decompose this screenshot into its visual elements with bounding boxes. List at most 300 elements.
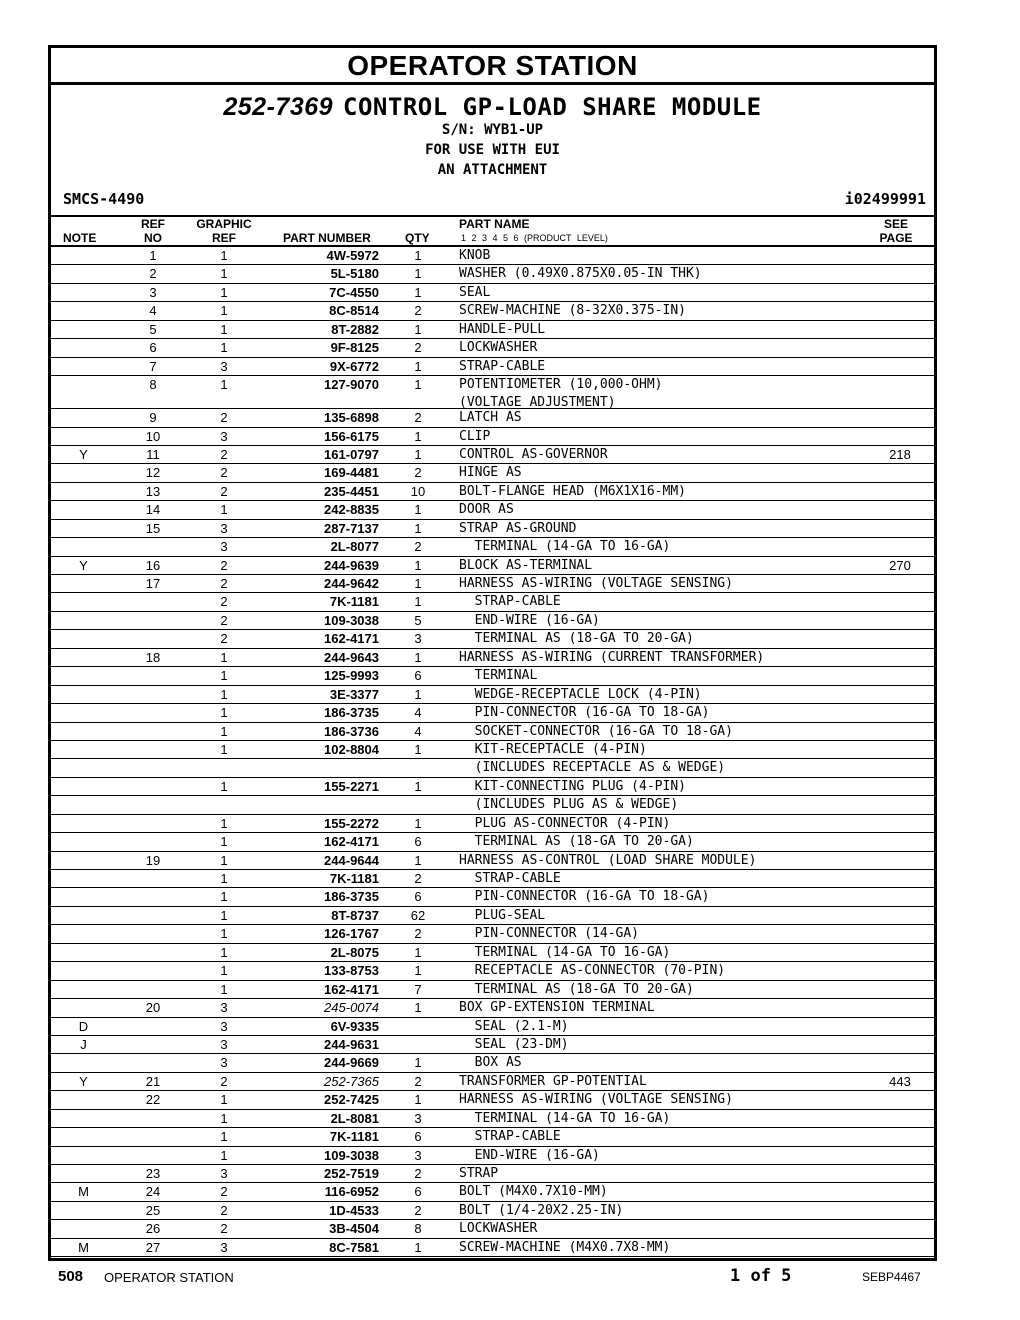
row-graphic-ref: 1: [220, 1110, 228, 1126]
table-row: [51, 1018, 934, 1036]
row-graphic-ref: 1: [220, 1147, 228, 1163]
table-row: [51, 464, 934, 482]
row-graphic-ref: 1: [220, 668, 228, 684]
row-part-name: HARNESS AS-WIRING (CURRENT TRANSFORMER): [459, 649, 765, 665]
row-part-number: 186-3736: [324, 723, 379, 739]
table-row: [51, 870, 934, 888]
row-part-number: 5L-5180: [330, 266, 379, 282]
table-row: [51, 981, 934, 999]
row-part-number: 244-9631: [324, 1036, 379, 1052]
row-part-number: 127-9070: [324, 377, 379, 393]
table-row: [51, 704, 934, 722]
row-part-name: RECEPTACLE AS-CONNECTOR (70-PIN): [459, 963, 726, 979]
row-part-number: 4W-5972: [326, 248, 379, 263]
row-graphic-ref: 1: [220, 815, 228, 831]
row-qty: 2: [414, 465, 422, 481]
row-qty: 2: [414, 340, 422, 356]
row-graphic-ref: 1: [220, 723, 228, 739]
row-part-number: 242-8835: [324, 502, 379, 518]
table-row: [51, 339, 934, 357]
row-part-name: TERMINAL AS (18-GA TO 20-GA): [459, 981, 694, 997]
row-part-number: 162-4171: [324, 981, 379, 997]
row-qty: 1: [414, 649, 422, 665]
row-part-name: PLUG AS-CONNECTOR (4-PIN): [459, 815, 671, 831]
table-row: [51, 446, 934, 464]
row-part-name: PIN-CONNECTOR (16-GA TO 18-GA): [459, 889, 710, 905]
row-ref-no: 12: [145, 465, 161, 481]
row-graphic-ref: 1: [220, 686, 228, 702]
row-part-number: 135-6898: [324, 410, 379, 426]
row-ref-no: 8: [149, 377, 157, 393]
row-graphic-ref: 1: [220, 1129, 228, 1145]
row-qty: 1: [414, 963, 422, 979]
row-part-name: TERMINAL AS (18-GA TO 20-GA): [459, 834, 694, 850]
page-footer: [0, 1266, 1020, 1290]
row-part-name: KNOB: [459, 248, 491, 263]
row-note: J: [80, 1036, 87, 1052]
table-row: [51, 520, 934, 538]
row-see-page: 218: [889, 446, 911, 462]
row-ref-no: 11: [146, 446, 160, 462]
row-graphic-ref: 3: [220, 428, 228, 444]
row-part-number: 3E-3377: [329, 686, 379, 702]
row-qty: 4: [414, 705, 422, 721]
table-row: [51, 686, 934, 704]
row-qty: 5: [414, 612, 422, 628]
row-qty: 6: [414, 889, 422, 905]
row-graphic-ref: 1: [220, 340, 228, 356]
row-qty: 7: [414, 981, 422, 997]
row-graphic-ref: 3: [220, 1055, 228, 1071]
row-part-name: HINGE AS: [459, 465, 522, 481]
row-part-name: CONTROL AS-GOVERNOR: [459, 446, 608, 462]
row-qty: 1: [414, 428, 422, 444]
table-row: [51, 538, 934, 556]
table-row: [51, 557, 934, 575]
table-row: [51, 1165, 934, 1183]
group-name: CONTROL GP-LOAD SHARE MODULE: [343, 93, 762, 121]
row-part-number: 7K-1181: [329, 1129, 379, 1145]
table-row: [51, 1239, 934, 1257]
row-graphic-ref: 2: [220, 631, 228, 647]
row-part-number: 155-2271: [324, 778, 379, 794]
row-part-name: END-WIRE (16-GA): [459, 612, 600, 628]
group-number: 252-7369: [223, 93, 334, 121]
row-ref-no: 27: [145, 1239, 161, 1255]
row-part-name: STRAP-CABLE: [459, 871, 561, 886]
table-row: [51, 409, 934, 427]
table-row: [51, 593, 934, 611]
row-graphic-ref: 1: [220, 284, 228, 300]
row-part-number: 186-3735: [324, 705, 379, 721]
row-part-number: 9X-6772: [329, 358, 379, 374]
row-part-name: HANDLE-PULL: [459, 321, 546, 337]
table-row: [51, 833, 934, 851]
row-graphic-ref: 3: [220, 1166, 228, 1181]
row-part-number: 162-4171: [324, 834, 379, 850]
row-graphic-ref: 1: [220, 741, 228, 757]
table-row: [51, 612, 934, 630]
row-graphic-ref: 2: [220, 1184, 228, 1200]
row-part-number: 8C-8514: [329, 303, 379, 319]
row-part-name: (INCLUDES PLUG AS & WEDGE): [459, 797, 679, 813]
row-note: M: [78, 1184, 89, 1200]
row-graphic-ref: 1: [220, 303, 228, 319]
row-part-number: 162-4171: [324, 631, 379, 647]
col-product-level: 1 2 3 4 5 6 (PRODUCT LEVEL): [461, 233, 608, 243]
row-graphic-ref: 3: [220, 358, 228, 374]
row-qty: 1: [414, 502, 422, 518]
row-ref-no: 16: [145, 557, 161, 573]
table-row: [51, 1073, 934, 1091]
row-qty: 6: [414, 668, 422, 684]
row-part-name: POTENTIOMETER (10,000-OHM) (VOLTAGE ADJUSTMENT): [459, 377, 663, 411]
row-qty: 4: [414, 723, 422, 739]
table-row: [51, 1054, 934, 1072]
row-part-number: 8T-2882: [331, 321, 379, 337]
row-qty: 1: [414, 557, 422, 573]
table-row: [51, 321, 934, 339]
parts-table-body: [51, 247, 934, 1257]
table-row: [51, 723, 934, 741]
serial-number: S/N: WYB1-UP: [441, 122, 544, 138]
row-qty: 6: [414, 1184, 422, 1200]
table-row: [51, 815, 934, 833]
row-part-name: PIN-CONNECTOR (16-GA TO 18-GA): [459, 705, 710, 721]
col-see-page: SEE PAGE: [879, 217, 913, 245]
row-ref-no: 4: [149, 303, 157, 319]
table-row: [51, 575, 934, 593]
row-graphic-ref: 1: [220, 963, 228, 979]
row-qty: 1: [414, 778, 422, 794]
row-qty: 1: [414, 1092, 422, 1108]
parts-list-frame: [48, 45, 937, 1261]
row-qty: 3: [414, 1110, 422, 1126]
row-part-number: 7C-4550: [329, 284, 379, 300]
row-see-page: 443: [889, 1073, 911, 1089]
row-graphic-ref: 1: [220, 834, 228, 850]
row-part-number: 252-7425: [324, 1092, 379, 1108]
row-part-number: 2L-8077: [330, 539, 379, 555]
row-part-name: STRAP-CABLE: [459, 358, 546, 374]
page-number: 508: [58, 1268, 84, 1285]
row-ref-no: 19: [145, 852, 161, 868]
row-qty: 2: [414, 1202, 422, 1218]
row-ref-no: 26: [145, 1221, 161, 1237]
row-graphic-ref: 3: [220, 1018, 228, 1034]
row-graphic-ref: 1: [220, 871, 228, 886]
row-graphic-ref: 1: [220, 926, 228, 942]
row-qty: 2: [414, 303, 422, 319]
col-part-number: PART NUMBER: [283, 231, 371, 245]
row-part-name: KIT-CONNECTING PLUG (4-PIN): [459, 778, 686, 794]
row-graphic-ref: 2: [220, 594, 228, 610]
table-row: [51, 1220, 934, 1238]
row-part-name: LOCKWASHER: [459, 1221, 538, 1237]
row-part-number: 186-3735: [324, 889, 379, 905]
row-ref-no: 20: [145, 1000, 161, 1016]
row-graphic-ref: 1: [220, 705, 228, 721]
row-ref-no: 3: [149, 284, 157, 300]
row-part-name: SEAL: [459, 284, 491, 300]
row-part-name: SOCKET-CONNECTOR (16-GA TO 18-GA): [459, 723, 733, 739]
row-graphic-ref: 3: [220, 1239, 228, 1255]
row-part-name: BOLT (1/4-20X2.25-IN): [459, 1202, 624, 1218]
row-ref-no: 9: [149, 410, 157, 426]
row-ref-no: 13: [145, 483, 161, 499]
table-row: [51, 265, 934, 283]
row-qty: 1: [414, 1055, 422, 1071]
section-title: OPERATOR STATION: [51, 48, 934, 85]
row-part-name: BOX GP-EXTENSION TERMINAL: [459, 1000, 655, 1016]
row-graphic-ref: 2: [220, 1221, 228, 1237]
illustration-id: i02499991: [844, 190, 926, 208]
row-qty: 1: [414, 520, 422, 536]
row-qty: 1: [414, 266, 422, 282]
row-ref-no: 2: [149, 266, 157, 282]
row-part-number: 7K-1181: [329, 594, 379, 610]
row-part-name: BOLT-FLANGE HEAD (M6X1X16-MM): [459, 483, 686, 499]
table-row: [51, 907, 934, 925]
row-part-number: 252-7365: [324, 1073, 379, 1089]
row-part-number: 287-7137: [324, 520, 379, 536]
row-graphic-ref: 1: [220, 377, 228, 393]
row-qty: 10: [410, 483, 426, 499]
col-note: NOTE: [63, 231, 97, 245]
row-part-name: SCREW-MACHINE (8-32X0.375-IN): [459, 303, 686, 319]
row-part-name: STRAP: [459, 1166, 499, 1181]
group-header: [51, 85, 934, 217]
table-row: [51, 649, 934, 667]
row-ref-no: 24: [145, 1184, 161, 1200]
row-part-name: HARNESS AS-WIRING (VOLTAGE SENSING): [459, 1092, 733, 1108]
row-part-number: 244-9639: [324, 557, 379, 573]
row-part-number: 7K-1181: [329, 871, 379, 886]
table-row: [51, 1183, 934, 1201]
row-qty: 62: [410, 907, 426, 923]
row-qty: 2: [414, 871, 422, 886]
table-row: [51, 999, 934, 1017]
row-part-name: PLUG-SEAL: [459, 907, 546, 923]
table-row: [51, 1091, 934, 1109]
row-part-number: 155-2272: [324, 815, 379, 831]
row-part-name: TERMINAL (14-GA TO 16-GA): [459, 1110, 671, 1126]
row-part-number: 102-8804: [324, 741, 379, 757]
smcs-code: SMCS-4490: [63, 190, 145, 208]
row-part-name: TERMINAL: [459, 668, 538, 684]
page-of: 1 of 5: [730, 1266, 792, 1286]
row-part-name: BOX AS: [459, 1055, 522, 1071]
row-graphic-ref: 2: [220, 410, 228, 426]
table-row: [51, 483, 934, 501]
row-graphic-ref: 1: [220, 981, 228, 997]
row-part-name: WASHER (0.49X0.875X0.05-IN THK): [459, 266, 702, 282]
footer-section-title: OPERATOR STATION: [104, 1270, 234, 1285]
row-part-number: 109-3038: [324, 1147, 379, 1163]
row-part-name: (INCLUDES RECEPTACLE AS & WEDGE): [459, 760, 726, 776]
row-part-name: BOLT (M4X0.7X10-MM): [459, 1184, 608, 1200]
row-graphic-ref: 1: [220, 649, 228, 665]
table-row: [51, 759, 934, 777]
row-part-name: HARNESS AS-WIRING (VOLTAGE SENSING): [459, 576, 733, 591]
row-part-name: KIT-RECEPTACLE (4-PIN): [459, 741, 647, 757]
row-part-name: LATCH AS: [459, 410, 522, 426]
row-qty: 1: [414, 1239, 422, 1255]
row-part-number: 245-0074: [324, 1000, 379, 1016]
row-see-page: 270: [889, 557, 911, 573]
row-graphic-ref: 2: [220, 612, 228, 628]
row-part-name: CLIP: [459, 428, 491, 444]
row-graphic-ref: 2: [220, 1202, 228, 1218]
row-qty: 3: [414, 631, 422, 647]
row-qty: 1: [414, 446, 422, 462]
row-qty: 1: [414, 741, 422, 757]
row-part-name: TERMINAL AS (18-GA TO 20-GA): [459, 631, 694, 647]
row-qty: 8: [414, 1221, 422, 1237]
row-part-name: TRANSFORMER GP-POTENTIAL: [459, 1073, 647, 1089]
table-row: [51, 944, 934, 962]
row-part-name: PIN-CONNECTOR (14-GA): [459, 926, 640, 942]
table-row: [51, 501, 934, 519]
row-qty: 6: [414, 834, 422, 850]
row-graphic-ref: 2: [220, 465, 228, 481]
table-row: [51, 1147, 934, 1165]
row-graphic-ref: 1: [220, 321, 228, 337]
table-row: [51, 1110, 934, 1128]
row-qty: 1: [414, 358, 422, 374]
table-row: [51, 796, 934, 814]
row-graphic-ref: 1: [220, 1092, 228, 1108]
row-part-number: 235-4451: [324, 483, 379, 499]
row-part-number: 125-9993: [324, 668, 379, 684]
row-part-number: 244-9642: [324, 576, 379, 591]
row-qty: 1: [414, 815, 422, 831]
row-part-number: 244-9669: [324, 1055, 379, 1071]
table-row: [51, 376, 934, 409]
row-part-number: 8C-7581: [329, 1239, 379, 1255]
row-part-name: DOOR AS: [459, 502, 514, 518]
table-row: [51, 741, 934, 759]
row-part-number: 252-7519: [324, 1166, 379, 1181]
row-graphic-ref: 1: [220, 778, 228, 794]
row-ref-no: 15: [145, 520, 161, 536]
row-qty: 6: [414, 1129, 422, 1145]
table-row: [51, 428, 934, 446]
row-part-number: 244-9644: [324, 852, 379, 868]
row-ref-no: 23: [145, 1166, 161, 1181]
row-graphic-ref: 1: [220, 266, 228, 282]
row-graphic-ref: 3: [220, 520, 228, 536]
row-qty: 1: [414, 248, 422, 263]
row-graphic-ref: 2: [220, 557, 228, 573]
row-graphic-ref: 3: [220, 1000, 228, 1016]
table-row: [51, 247, 934, 265]
table-row: [51, 302, 934, 320]
row-qty: 1: [414, 377, 422, 393]
row-qty: 2: [414, 410, 422, 426]
row-note: Y: [79, 557, 88, 573]
row-qty: 1: [414, 576, 422, 591]
column-headers: [51, 217, 934, 247]
row-part-number: 2L-8075: [330, 944, 379, 960]
row-part-name: STRAP-CABLE: [459, 594, 561, 610]
row-graphic-ref: 1: [220, 944, 228, 960]
usage-line-2: AN ATTACHMENT: [437, 162, 548, 178]
table-row: [51, 962, 934, 980]
table-row: [51, 1128, 934, 1146]
table-row: [51, 888, 934, 906]
group-title: [51, 93, 934, 122]
row-note: Y: [79, 1073, 88, 1089]
row-ref-no: 5: [149, 321, 157, 337]
row-part-name: TERMINAL (14-GA TO 16-GA): [459, 944, 671, 960]
row-part-number: 6V-9335: [330, 1018, 379, 1034]
usage-line-1: FOR USE WITH EUI: [425, 142, 560, 158]
row-ref-no: 18: [145, 649, 161, 665]
row-part-name: WEDGE-RECEPTACLE LOCK (4-PIN): [459, 686, 702, 702]
row-part-number: 169-4481: [324, 465, 379, 481]
row-part-name: STRAP AS-GROUND: [459, 520, 577, 536]
row-part-name: SCREW-MACHINE (M4X0.7X8-MM): [459, 1239, 671, 1255]
row-part-number: 109-3038: [324, 612, 379, 628]
row-qty: 3: [414, 1147, 422, 1163]
row-part-number: 2L-8081: [330, 1110, 379, 1126]
row-qty: 2: [414, 1166, 422, 1181]
row-part-number: 116-6952: [324, 1184, 379, 1200]
row-qty: 1: [414, 852, 422, 868]
row-note: D: [78, 1018, 89, 1034]
row-part-name: BLOCK AS-TERMINAL: [459, 557, 593, 573]
row-part-name: SEAL (23-DM): [459, 1036, 569, 1052]
row-part-number: 156-6175: [324, 428, 379, 444]
row-graphic-ref: 1: [220, 852, 228, 868]
col-ref-no: REF NO: [141, 217, 165, 245]
table-row: [51, 1202, 934, 1220]
row-graphic-ref: 3: [220, 539, 228, 555]
table-row: [51, 925, 934, 943]
document-id: SEBP4467: [862, 1270, 921, 1284]
row-part-number: 3B-4504: [329, 1221, 379, 1237]
table-row: [51, 1036, 934, 1054]
row-ref-no: 14: [145, 502, 161, 518]
row-part-name: END-WIRE (16-GA): [459, 1147, 600, 1163]
row-part-number: 133-8753: [324, 963, 379, 979]
row-ref-no: 1: [149, 248, 157, 263]
row-graphic-ref: 1: [220, 248, 228, 263]
table-row: [51, 358, 934, 376]
row-ref-no: 7: [149, 358, 157, 374]
row-qty: 2: [414, 926, 422, 942]
row-part-number: 9F-8125: [330, 340, 379, 356]
table-row: [51, 852, 934, 870]
row-ref-no: 10: [145, 428, 161, 444]
row-part-name: TERMINAL (14-GA TO 16-GA): [459, 539, 671, 555]
col-graphic-ref: GRAPHIC REF: [196, 217, 252, 245]
row-ref-no: 25: [145, 1202, 161, 1218]
row-graphic-ref: 2: [220, 576, 228, 591]
row-qty: 1: [414, 284, 422, 300]
table-row: [51, 630, 934, 648]
row-qty: 1: [414, 686, 422, 702]
row-graphic-ref: 2: [220, 446, 228, 462]
row-ref-no: 21: [145, 1073, 161, 1089]
row-qty: 2: [414, 539, 422, 555]
col-part-name: PART NAME: [459, 217, 530, 231]
row-graphic-ref: 1: [220, 907, 228, 923]
row-qty: 2: [414, 1073, 422, 1089]
row-qty: 1: [414, 594, 422, 610]
row-ref-no: 6: [149, 340, 157, 356]
